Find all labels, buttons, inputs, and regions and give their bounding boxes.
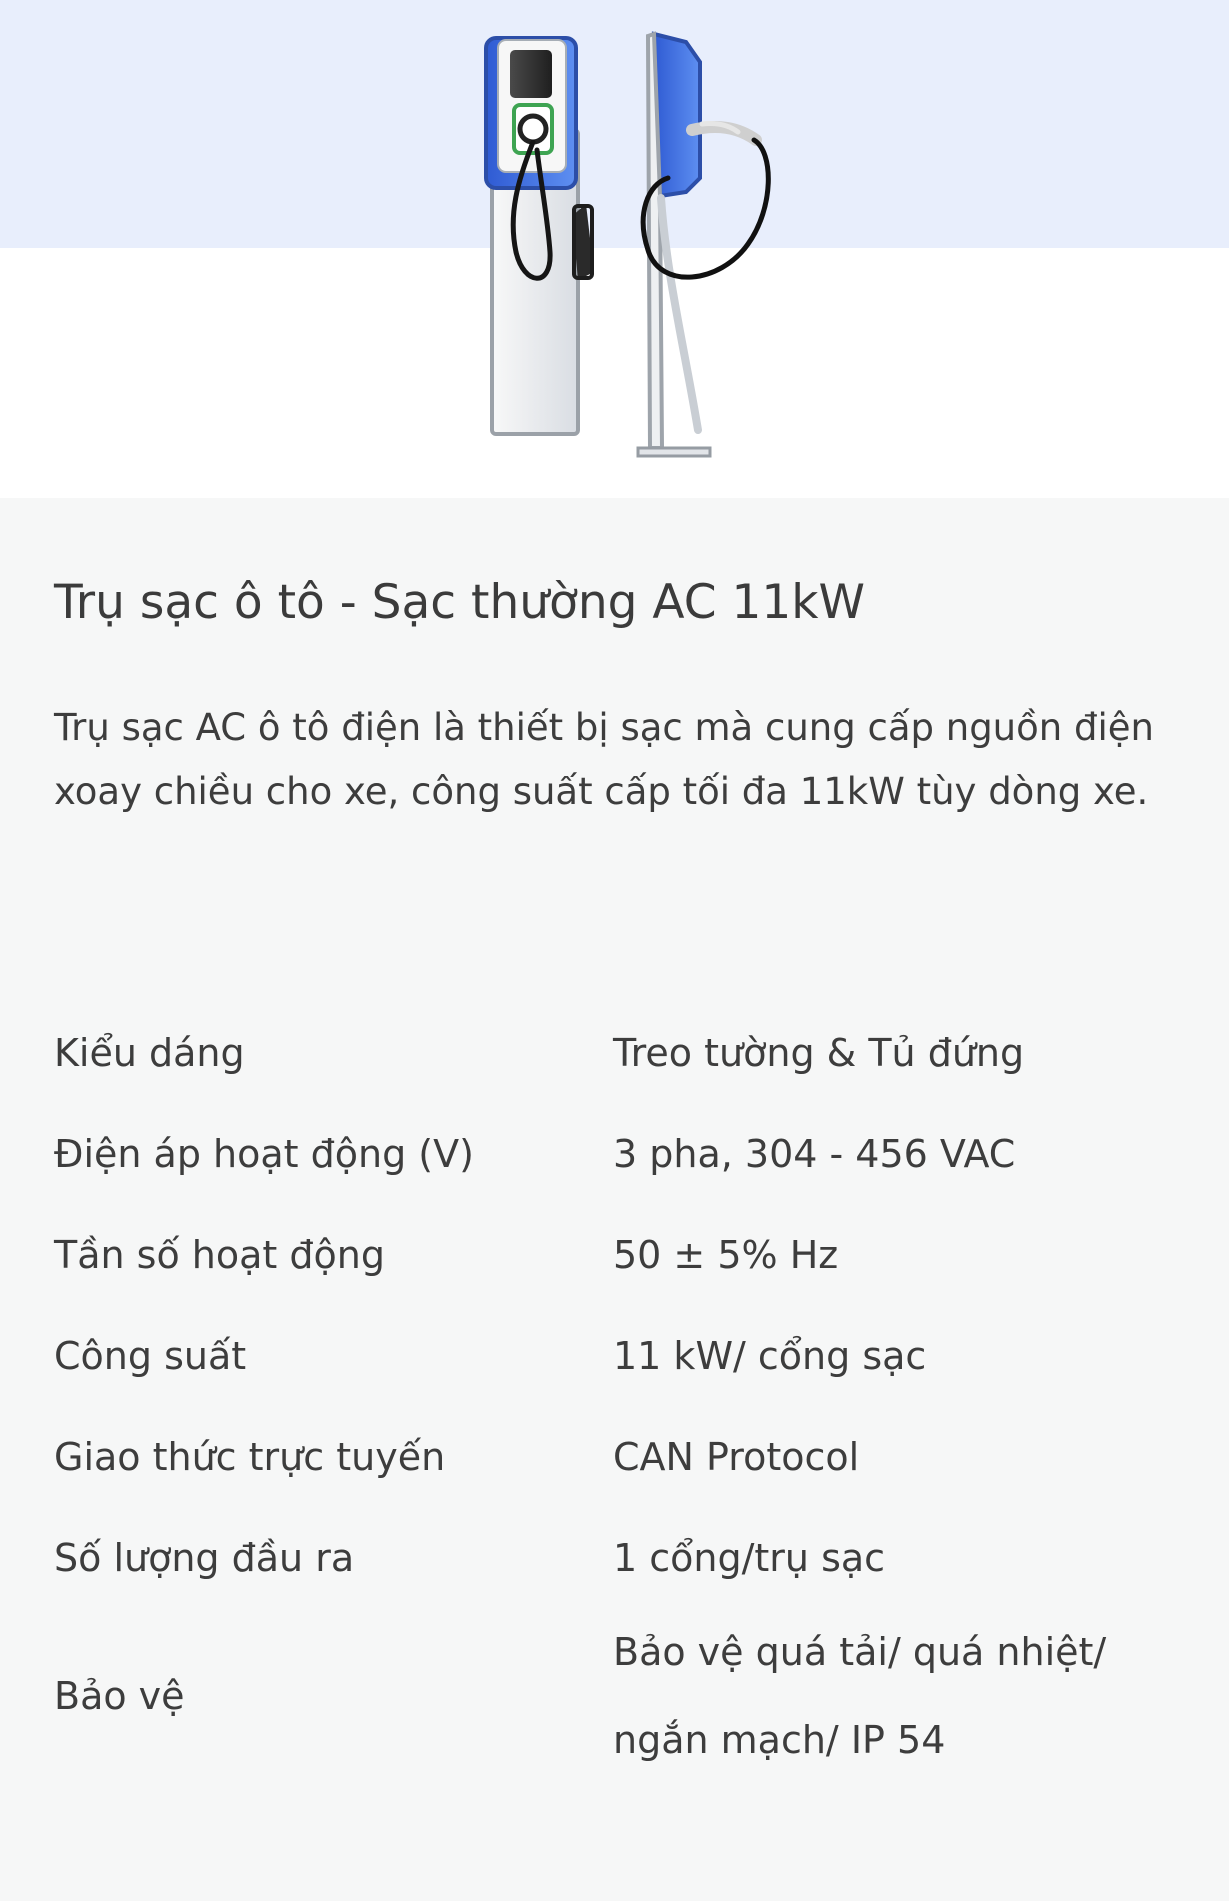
technical-specifications — [54, 1002, 1174, 1784]
spec-label: Tần số hoạt động — [54, 1232, 385, 1277]
spec-value: CAN Protocol — [613, 1434, 860, 1479]
spec-row — [54, 1002, 1174, 1103]
spec-value: 50 ± 5% Hz — [613, 1232, 839, 1277]
spec-label: Số lượng đầu ra — [54, 1535, 355, 1580]
product-title: Trụ sạc ô tô - Sạc thường AC 11kW — [54, 575, 865, 630]
ev-charging-station-icon — [470, 28, 810, 468]
spec-row — [54, 1608, 1174, 1784]
spec-row — [54, 1305, 1174, 1406]
product-hero — [0, 0, 1229, 498]
spec-value: Bảo vệ quá tải/ quá nhiệt/ ngắn mạch/ IP 54 — [613, 1630, 1107, 1762]
spec-label: Công suất — [54, 1333, 247, 1378]
product-description: Trụ sạc AC ô tô điện là thiết bị sạc mà cung cấp nguồn điện xoay chiều cho xe, công suất cấp tối đa 11kW tùy dòng xe. — [54, 706, 1154, 813]
spec-value: Treo tường & Tủ đứng — [613, 1030, 1025, 1075]
spec-row — [54, 1507, 1174, 1608]
spec-label: Điện áp hoạt động (V) — [54, 1131, 474, 1176]
spec-label: Kiểu dáng — [54, 1030, 245, 1075]
spec-row — [54, 1103, 1174, 1204]
spec-row — [54, 1204, 1174, 1305]
spec-value: 3 pha, 304 - 456 VAC — [613, 1131, 1016, 1176]
spec-value: 1 cổng/trụ sạc — [613, 1535, 886, 1580]
spec-row — [54, 1406, 1174, 1507]
spec-label: Bảo vệ — [54, 1674, 185, 1718]
spec-value: 11 kW/ cổng sạc — [613, 1333, 927, 1378]
spec-label: Giao thức trực tuyến — [54, 1434, 446, 1479]
